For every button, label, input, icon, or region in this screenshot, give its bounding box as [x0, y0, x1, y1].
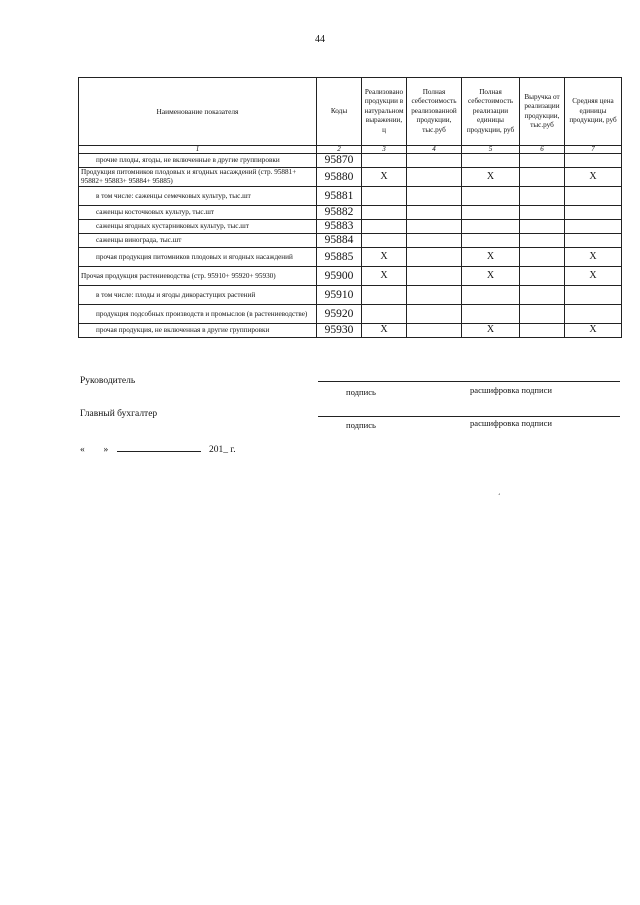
table-row — [79, 305, 622, 324]
cell-average-price — [565, 286, 622, 305]
cell-revenue — [520, 154, 565, 168]
cell-unit-cost — [462, 154, 520, 168]
header-unit-cost: Полная себестоимость реализации единицы продукции, руб — [462, 78, 520, 146]
cell-unit-cost — [462, 234, 520, 248]
cell-revenue — [520, 248, 565, 267]
head-label: Руководитель — [80, 376, 136, 386]
column-number: 3 — [362, 146, 407, 154]
row-name: в том числе: плоды и ягоды дикорастущих растений — [79, 286, 317, 305]
row-name: в том числе: саженцы семечковых культур, тыс.шт — [79, 187, 317, 206]
row-code: 95884 — [317, 234, 362, 248]
row-code: 95870 — [317, 154, 362, 168]
report-table — [78, 77, 622, 338]
cell-sold-quantity: X — [362, 324, 407, 338]
row-name: саженцы косточковых культур, тыс.шт — [79, 206, 317, 220]
cell-full-cost — [407, 248, 462, 267]
accountant-decoding-caption: расшифровка подписи — [470, 418, 553, 428]
table-row — [79, 324, 622, 338]
row-name: Прочая продукция растениеводства (стр. 95910+ 95920+ 95930) — [79, 267, 317, 286]
cell-sold-quantity: X — [362, 168, 407, 187]
table-row — [79, 267, 622, 286]
row-name: прочие плоды, ягоды, не включенные в другие группировки — [79, 154, 317, 168]
row-name: саженцы ягодных кустарниковых культур, тыс.шт — [79, 220, 317, 234]
cell-unit-cost — [462, 305, 520, 324]
cell-average-price: X — [565, 324, 622, 338]
open-quote: « — [80, 445, 85, 455]
cell-sold-quantity — [362, 234, 407, 248]
cell-unit-cost: X — [462, 267, 520, 286]
date-blank-field[interactable] — [117, 443, 201, 452]
table-row — [79, 187, 622, 206]
header-revenue: Выручка от реализации продукции, тыс.руб — [520, 78, 565, 146]
chief-accountant-label: Главный бухгалтер — [80, 409, 158, 419]
date-line — [80, 443, 236, 455]
row-code: 95882 — [317, 206, 362, 220]
cell-full-cost — [407, 187, 462, 206]
row-name: прочая продукция питомников плодовых и ягодных насаждений — [79, 248, 317, 267]
cell-full-cost — [407, 324, 462, 338]
cell-sold-quantity — [362, 305, 407, 324]
table-row — [79, 286, 622, 305]
cell-full-cost — [407, 286, 462, 305]
cell-full-cost — [407, 168, 462, 187]
row-code: 95885 — [317, 248, 362, 267]
cell-revenue — [520, 305, 565, 324]
cell-average-price: X — [565, 248, 622, 267]
cell-sold-quantity: X — [362, 248, 407, 267]
cell-revenue — [520, 286, 565, 305]
cell-unit-cost — [462, 187, 520, 206]
head-signature-line[interactable] — [318, 381, 620, 382]
row-code: 95930 — [317, 324, 362, 338]
cell-revenue — [520, 324, 565, 338]
cell-full-cost — [407, 206, 462, 220]
column-number: 4 — [407, 146, 462, 154]
column-number-row — [79, 146, 622, 154]
header-codes: Коды — [317, 78, 362, 146]
row-code: 95920 — [317, 305, 362, 324]
cell-full-cost — [407, 220, 462, 234]
cell-average-price: X — [565, 168, 622, 187]
page-number: 44 — [315, 34, 325, 45]
close-quote: » — [103, 445, 109, 455]
cell-average-price — [565, 206, 622, 220]
header-row — [79, 78, 622, 146]
year-label: 201_ г. — [209, 445, 236, 455]
cell-average-price — [565, 305, 622, 324]
cell-unit-cost — [462, 220, 520, 234]
cell-unit-cost: X — [462, 168, 520, 187]
row-code: 95880 — [317, 168, 362, 187]
cell-revenue — [520, 187, 565, 206]
cell-revenue — [520, 234, 565, 248]
column-number: 2 — [317, 146, 362, 154]
cell-sold-quantity — [362, 206, 407, 220]
cell-sold-quantity — [362, 286, 407, 305]
column-number: 1 — [79, 146, 317, 154]
row-name: прочая продукция, не включенная в другие группировки — [79, 324, 317, 338]
cell-average-price — [565, 234, 622, 248]
cell-full-cost — [407, 267, 462, 286]
table-row — [79, 220, 622, 234]
cell-unit-cost: X — [462, 324, 520, 338]
cell-full-cost — [407, 305, 462, 324]
head-signature-caption: подпись — [346, 387, 376, 397]
stray-mark: ، — [498, 489, 501, 497]
cell-revenue — [520, 206, 565, 220]
header-indicator-name: Наименование показателя — [79, 78, 317, 146]
header-sold-quantity: Реализовано продукции в натуральном выражении, ц — [362, 78, 407, 146]
header-average-price: Средняя цена единицы продукции, руб — [565, 78, 622, 146]
table-row — [79, 154, 622, 168]
cell-revenue — [520, 267, 565, 286]
row-code: 95910 — [317, 286, 362, 305]
cell-sold-quantity — [362, 187, 407, 206]
accountant-signature-caption: подпись — [346, 420, 376, 430]
cell-sold-quantity: X — [362, 267, 407, 286]
row-name: Продукция питомников плодовых и ягодных насаждений (стр. 95881+ 95882+ 95883+ 95884+ 95885) — [79, 168, 317, 187]
cell-average-price — [565, 154, 622, 168]
cell-unit-cost — [462, 206, 520, 220]
cell-unit-cost: X — [462, 248, 520, 267]
header-full-cost: Полная себестоимость реализованной продукции, тыс.руб — [407, 78, 462, 146]
row-code: 95881 — [317, 187, 362, 206]
cell-average-price — [565, 220, 622, 234]
accountant-signature-line[interactable] — [318, 416, 620, 417]
table-row — [79, 206, 622, 220]
cell-full-cost — [407, 234, 462, 248]
row-code: 95883 — [317, 220, 362, 234]
row-code: 95900 — [317, 267, 362, 286]
cell-sold-quantity — [362, 154, 407, 168]
row-name: продукция подсобных производств и промыслов (в растениеводстве) — [79, 305, 317, 324]
cell-unit-cost — [462, 286, 520, 305]
table-row — [79, 248, 622, 267]
cell-average-price — [565, 187, 622, 206]
head-decoding-caption: расшифровка подписи — [470, 385, 553, 395]
row-name: саженцы винограда, тыс.шт — [79, 234, 317, 248]
cell-revenue — [520, 220, 565, 234]
cell-sold-quantity — [362, 220, 407, 234]
cell-full-cost — [407, 154, 462, 168]
table-row — [79, 168, 622, 187]
cell-average-price: X — [565, 267, 622, 286]
cell-revenue — [520, 168, 565, 187]
table-row — [79, 234, 622, 248]
column-number: 5 — [462, 146, 520, 154]
column-number: 6 — [520, 146, 565, 154]
column-number: 7 — [565, 146, 622, 154]
